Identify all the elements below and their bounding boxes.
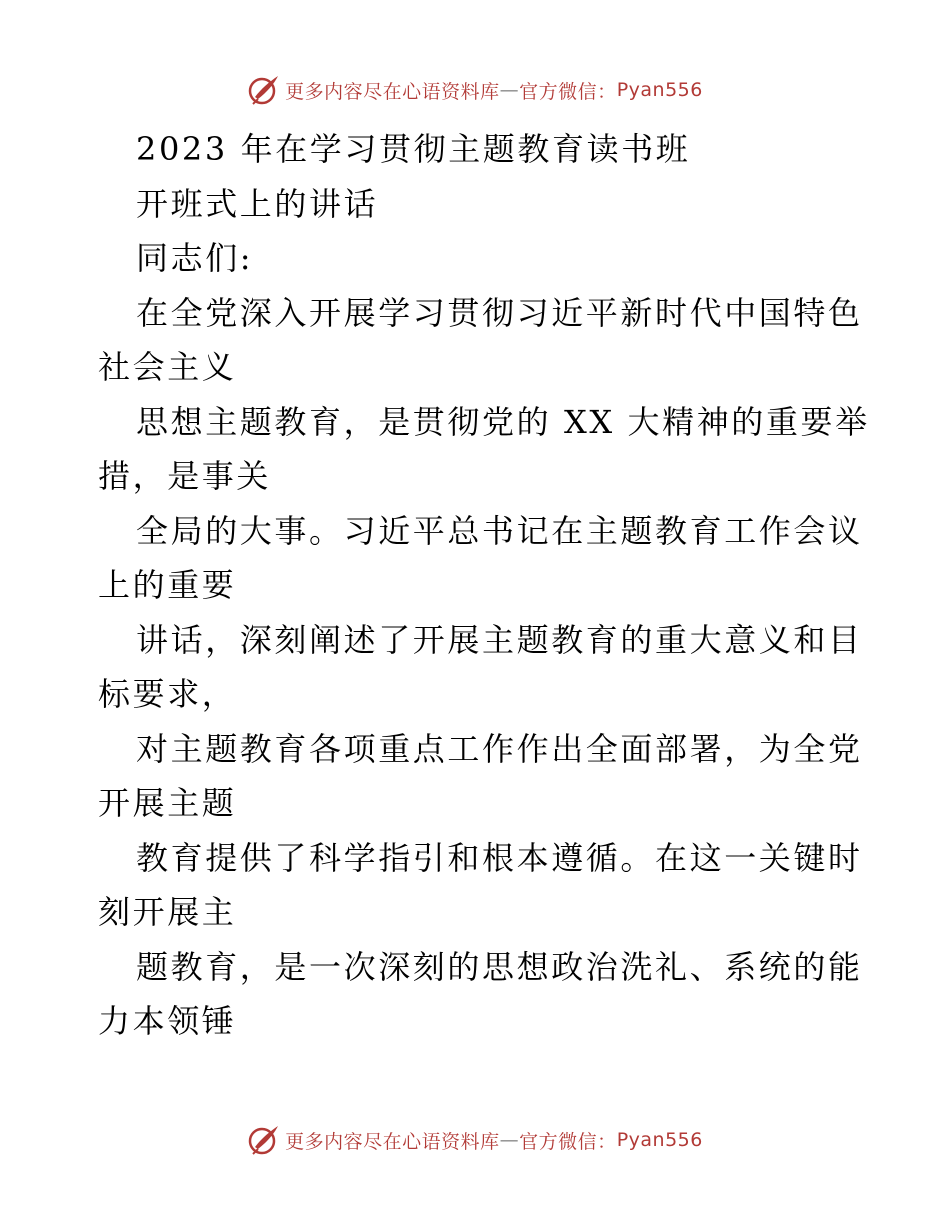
body-line: 教育提供了科学指引和根本遵循。在这一关键时 xyxy=(136,838,863,877)
title-line-1: 2023 年在学习贯彻主题教育读书班 xyxy=(136,130,691,168)
quill-pen-logo-icon xyxy=(247,1123,281,1157)
watermark-main-text: 更多内容尽在心语资料库 xyxy=(285,1130,500,1153)
body-line: 在全党深入开展学习贯彻习近平新时代中国特色 xyxy=(136,293,863,332)
watermark-contact-prefix: 官方微信： xyxy=(519,1130,617,1153)
body-line: 讲话，深刻阐述了开展主题教育的重大意义和目 xyxy=(136,620,863,659)
watermark-main-text: 更多内容尽在心语资料库 xyxy=(285,80,500,103)
watermark-separator: — xyxy=(499,1129,520,1151)
body-line: 上的重要 xyxy=(98,566,237,604)
salutation: 同志们: xyxy=(136,239,254,277)
header-watermark xyxy=(0,70,950,110)
body-line: 社会主义 xyxy=(98,348,237,386)
body-line: 刻开展主 xyxy=(98,893,237,931)
body-line: 对主题教育各项重点工作作出全面部署，为全党 xyxy=(136,729,863,768)
footer-watermark xyxy=(0,1120,950,1160)
body-line: 思想主题教育，是贯彻党的 XX 大精神的重要举 xyxy=(136,402,870,441)
body-line: 力本领锤 xyxy=(98,1002,237,1040)
watermark-contact-id: Pyan556 xyxy=(616,1129,703,1151)
watermark-contact-prefix: 官方微信： xyxy=(519,80,617,103)
watermark-separator: — xyxy=(499,79,520,101)
title-line-2: 开班式上的讲话 xyxy=(136,184,379,223)
body-line: 措，是事关 xyxy=(98,457,272,495)
quill-pen-logo-icon xyxy=(247,73,281,107)
body-line: 标要求， xyxy=(98,675,237,713)
watermark-contact-id: Pyan556 xyxy=(616,79,703,101)
body-line: 题教育，是一次深刻的思想政治洗礼、系统的能 xyxy=(136,947,863,986)
document-body xyxy=(98,122,870,1049)
body-line: 开展主题 xyxy=(98,784,237,822)
body-line: 全局的大事。习近平总书记在主题教育工作会议 xyxy=(136,511,863,550)
